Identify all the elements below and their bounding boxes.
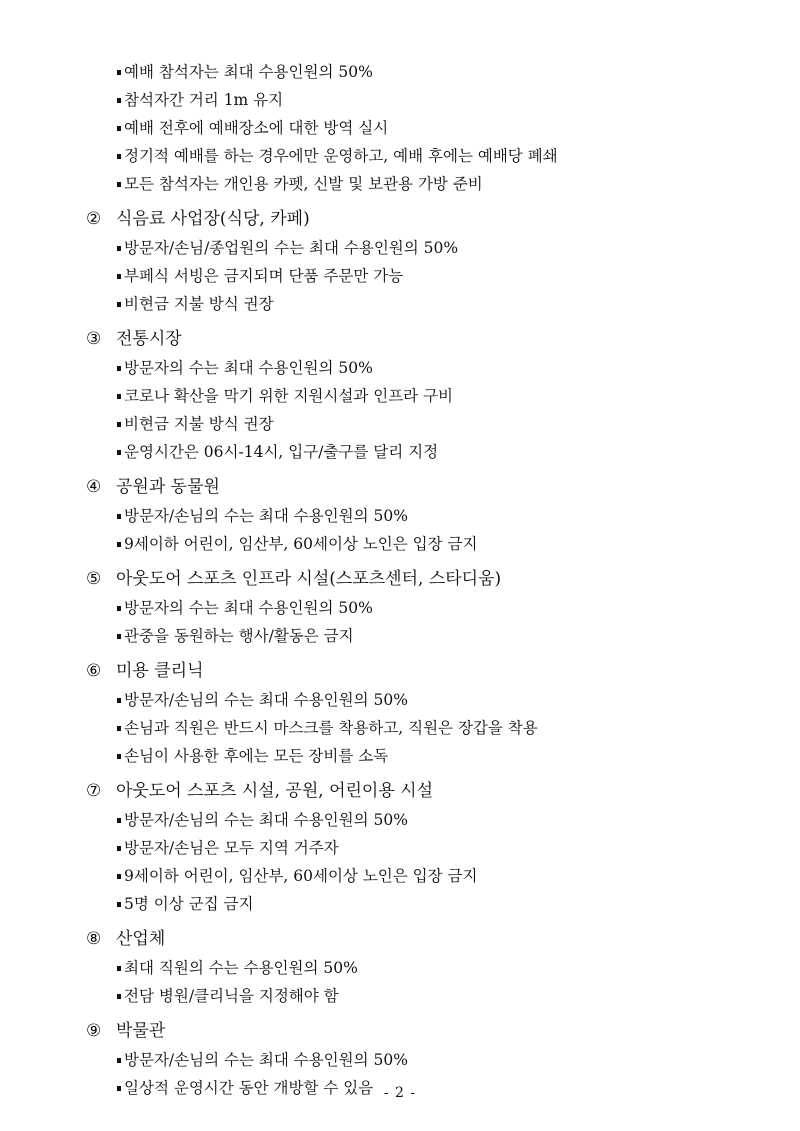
bullet-icon <box>117 422 121 427</box>
bullet-icon <box>117 846 121 851</box>
bullet-icon <box>117 634 121 639</box>
bullet-icon <box>117 818 121 823</box>
section-number: ⑨ <box>86 1021 102 1041</box>
bullet-icon <box>117 1058 121 1063</box>
list-item: 방문자/손님/종업원의 수는 최대 수용인원의 50% <box>86 234 766 262</box>
section-heading <box>86 656 766 686</box>
list-item: 일상적 운영시간 동안 개방할 수 있음 <box>86 1074 766 1102</box>
section-title: 식음료 사업장(식당, 카페) <box>116 209 310 229</box>
section-heading <box>86 776 766 806</box>
bullet-icon <box>117 450 121 455</box>
list-item: 정기적 예배를 하는 경우에만 운영하고, 예배 후에는 예배당 폐쇄 <box>86 142 766 170</box>
bullet-icon <box>117 542 121 547</box>
section-heading <box>86 324 766 354</box>
list-item: 비현금 지불 방식 권장 <box>86 410 766 438</box>
list-item: 손님과 직원은 반드시 마스크를 착용하고, 직원은 장갑을 착용 <box>86 714 766 742</box>
bullet-icon <box>117 126 121 131</box>
section-traditional-markets <box>86 324 766 466</box>
section-title: 산업체 <box>116 929 166 949</box>
bullet-icon <box>117 154 121 159</box>
list-item: 운영시간은 06시-14시, 입구/출구를 달리 지정 <box>86 438 766 466</box>
list-item: 5명 이상 군집 금지 <box>86 890 766 918</box>
list-item: 모든 참석자는 개인용 카펫, 신발 및 보관용 가방 준비 <box>86 170 766 198</box>
list-item: 9세이하 어린이, 임산부, 60세이상 노인은 입장 금지 <box>86 530 766 558</box>
list-item: 방문자의 수는 최대 수용인원의 50% <box>86 594 766 622</box>
section-restaurants <box>86 204 766 318</box>
list-item: 방문자/손님의 수는 최대 수용인원의 50% <box>86 806 766 834</box>
section-heading <box>86 1016 766 1046</box>
list-item: 방문자/손님의 수는 최대 수용인원의 50% <box>86 1046 766 1074</box>
list-item: 최대 직원의 수는 수용인원의 50% <box>86 954 766 982</box>
list-item: 예배 참석자는 최대 수용인원의 50% <box>86 58 766 86</box>
section-number: ⑥ <box>86 661 102 681</box>
list-item: 방문자/손님의 수는 최대 수용인원의 50% <box>86 502 766 530</box>
section-heading <box>86 204 766 234</box>
section-number: ⑧ <box>86 929 102 949</box>
bullet-icon <box>117 698 121 703</box>
section-sports-infrastructure <box>86 564 766 650</box>
bullet-icon <box>117 98 121 103</box>
document-body <box>86 58 766 1102</box>
section-number: ⑦ <box>86 781 102 801</box>
intro-list <box>86 58 766 198</box>
section-number: ④ <box>86 477 102 497</box>
bullet-icon <box>117 514 121 519</box>
list-item: 참석자간 거리 1m 유지 <box>86 86 766 114</box>
section-beauty-clinics <box>86 656 766 770</box>
bullet-icon <box>117 182 121 187</box>
section-title: 미용 클리닉 <box>116 661 204 681</box>
section-heading <box>86 924 766 954</box>
section-industry <box>86 924 766 1010</box>
bullet-icon <box>117 274 121 279</box>
section-number: ⑤ <box>86 569 102 589</box>
list-item: 비현금 지불 방식 권장 <box>86 290 766 318</box>
list-item: 방문자/손님의 수는 최대 수용인원의 50% <box>86 686 766 714</box>
bullet-icon <box>117 246 121 251</box>
bullet-icon <box>117 994 121 999</box>
bullet-icon <box>117 874 121 879</box>
section-title: 아웃도어 스포츠 인프라 시설(스포츠센터, 스타디움) <box>116 569 502 589</box>
bullet-icon <box>117 754 121 759</box>
section-number: ③ <box>86 329 102 349</box>
section-number: ② <box>86 209 102 229</box>
section-heading <box>86 472 766 502</box>
bullet-icon <box>117 70 121 75</box>
page-number: - 2 - <box>383 1085 417 1101</box>
section-outdoor-facilities <box>86 776 766 918</box>
section-parks-zoos <box>86 472 766 558</box>
bullet-icon <box>117 966 121 971</box>
list-item: 예배 전후에 예배장소에 대한 방역 실시 <box>86 114 766 142</box>
list-item: 방문자의 수는 최대 수용인원의 50% <box>86 354 766 382</box>
bullet-icon <box>117 726 121 731</box>
section-title: 전통시장 <box>116 329 182 349</box>
section-heading <box>86 564 766 594</box>
bullet-icon <box>117 902 121 907</box>
section-title: 공원과 동물원 <box>116 477 220 497</box>
bullet-icon <box>117 366 121 371</box>
bullet-icon <box>117 606 121 611</box>
bullet-icon <box>117 394 121 399</box>
list-item: 전담 병원/클리닉을 지정해야 함 <box>86 982 766 1010</box>
list-item: 방문자/손님은 모두 지역 거주자 <box>86 834 766 862</box>
section-title: 아웃도어 스포츠 시설, 공원, 어린이용 시설 <box>116 781 434 801</box>
list-item: 9세이하 어린이, 임산부, 60세이상 노인은 입장 금지 <box>86 862 766 890</box>
bullet-icon <box>117 302 121 307</box>
list-item: 부페식 서빙은 금지되며 단품 주문만 가능 <box>86 262 766 290</box>
list-item: 관중을 동원하는 행사/활동은 금지 <box>86 622 766 650</box>
list-item: 코로나 확산을 막기 위한 지원시설과 인프라 구비 <box>86 382 766 410</box>
list-item: 손님이 사용한 후에는 모든 장비를 소독 <box>86 742 766 770</box>
section-title: 박물관 <box>116 1021 166 1041</box>
